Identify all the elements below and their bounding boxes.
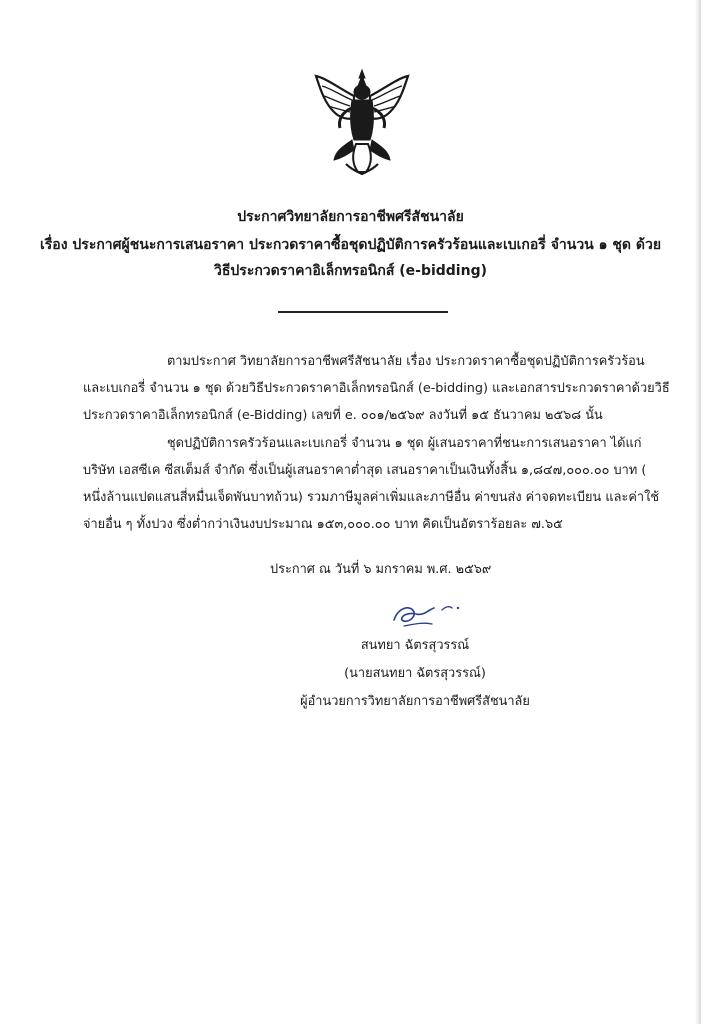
- para1-line2: และเบเกอรี่ จำนวน ๑ ชุด ด้วยวิธีประกวดราคาอิเล็กทรอนิกส์ (e-bidding) และเอกสารประกวดราคาด้วยวิธี: [83, 381, 670, 396]
- subject-line-1: เรื่อง ประกาศผู้ชนะการเสนอราคา ประกวดราคาซื้อชุดปฏิบัติการครัวร้อนและเบเกอรี่ จำนวน ๑ ชุด ด้วย: [39, 237, 662, 253]
- page-edge-shadow: [695, 0, 701, 1024]
- handwritten-signature-icon: [388, 598, 468, 632]
- para2-line4: จ่ายอื่น ๆ ทั้งปวง ซึ่งต่ำกว่าเงินงบประมาณ ๑๕๓,๐๐๐.๐๐ บาท คิดเป็นอัตราร้อยละ ๗.๖๕: [83, 517, 563, 532]
- para2-line3: หนึ่งล้านแปดแสนสี่หมื่นเจ็ดพันบาทถ้วน) รวมภาษีมูลค่าเพิ่มและภาษีอื่น ค่าขนส่ง ค่าจดทะเบียน และค่าใช้: [83, 490, 660, 505]
- para2-line1: ชุดปฏิบัติการครัวร้อนและเบเกอรี่ จำนวน ๑ ชุด ผู้เสนอราคาที่ชนะการเสนอราคา ได้แก่: [167, 436, 642, 451]
- signatory-name-short: สนทยา ฉัตรสุวรรณ์: [360, 638, 470, 653]
- subject-line-2: วิธีประกวดราคาอิเล็กทรอนิกส์ (e-bidding): [214, 263, 487, 279]
- signatory-name-full: (นายสนทยา ฉัตรสุวรรณ์): [344, 666, 486, 681]
- para2-line2: บริษัท เอสซีเค ซีสเต็มส์ จำกัด ซึ่งเป็นผู้เสนอราคาต่ำสุด เสนอราคาเป็นเงินทั้งสิ้น ๑,๘๔๗,๐๐๐.๐๐ บาท (: [83, 463, 647, 478]
- title-divider: [278, 311, 448, 313]
- signatory-position: ผู้อำนวยการวิทยาลัยการอาชีพศรีสัชนาลัย: [300, 694, 530, 709]
- para1-line3: ประกวดราคาอิเล็กทรอนิกส์ (e-Bidding) เลขที่ e. ๐๐๑/๒๕๖๙ ลงวันที่ ๑๕ ธันวาคม ๒๕๖๘ นั้น: [83, 408, 603, 423]
- garuda-emblem-icon: [312, 68, 412, 178]
- para1-line1: ตามประกาศ วิทยาลัยการอาชีพศรีสัชนาลัย เรื่อง ประกวดราคาซื้อชุดปฏิบัติการครัวร้อน: [167, 354, 645, 369]
- announce-date: ประกาศ ณ วันที่ ๖ มกราคม พ.ศ. ๒๕๖๙: [270, 562, 492, 577]
- announcer-title: ประกาศวิทยาลัยการอาชีพศรีสัชนาลัย: [237, 209, 464, 225]
